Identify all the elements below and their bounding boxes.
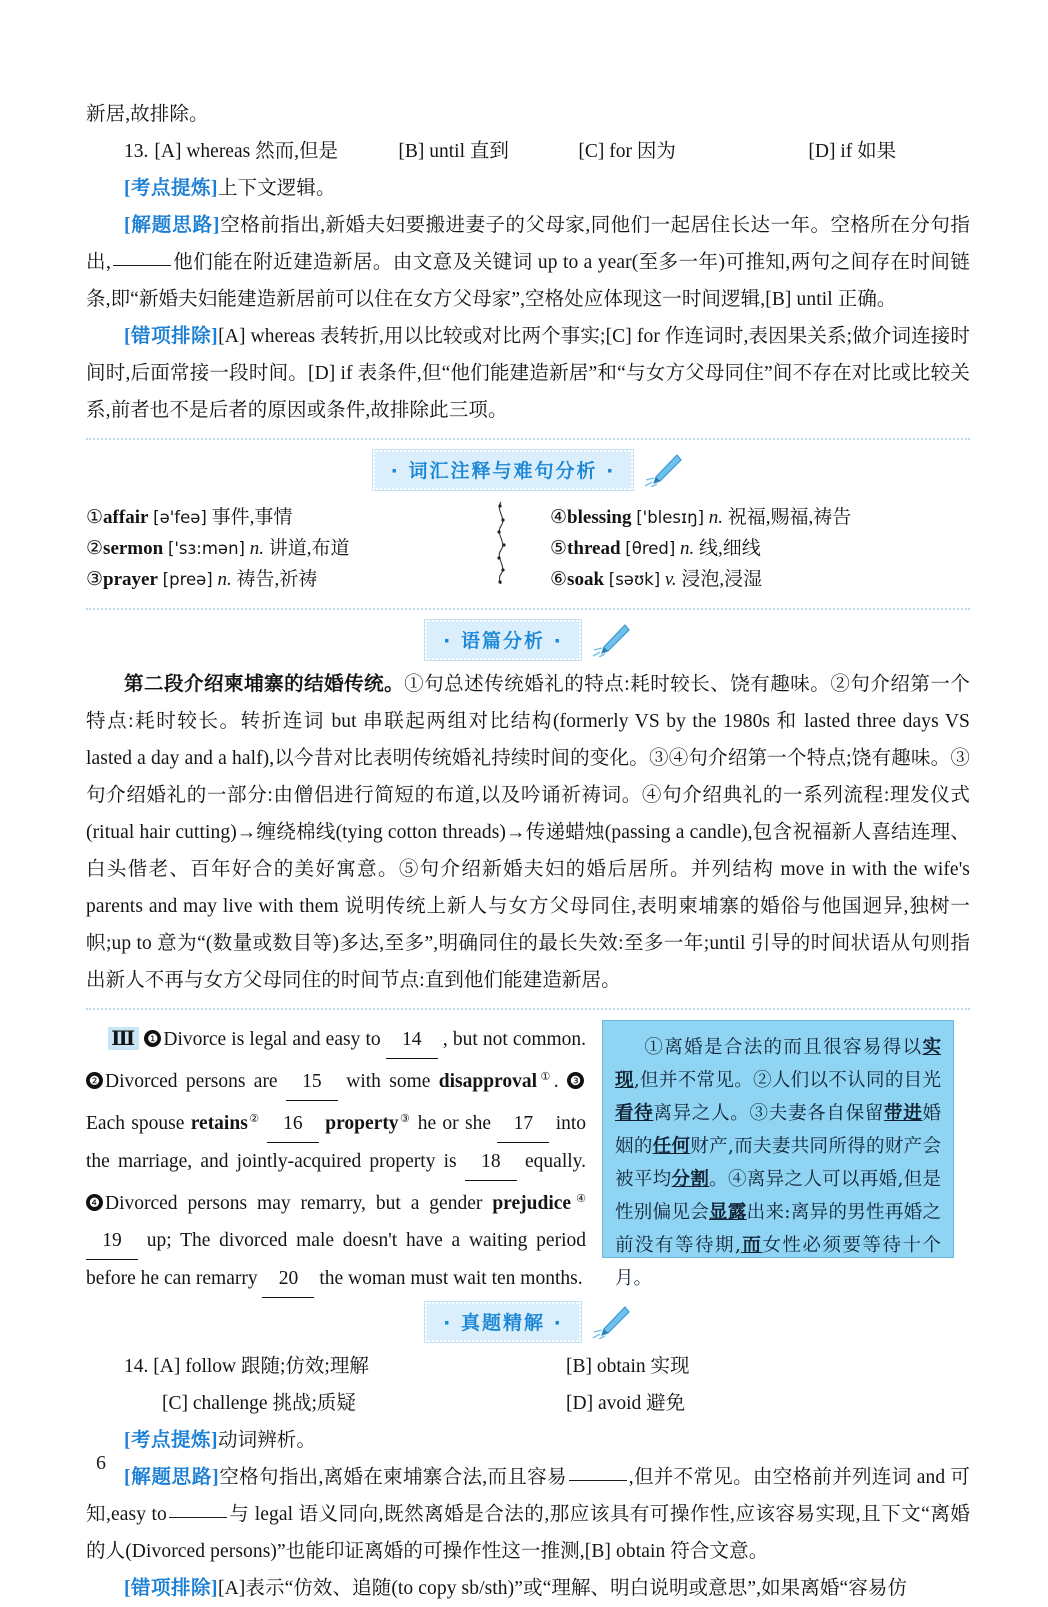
vocab-word: blessing — [567, 507, 632, 528]
vocab-word: sermon — [103, 538, 164, 559]
option-a[interactable] — [86, 1348, 566, 1385]
vocab-pos: n. — [680, 538, 695, 559]
vocab-meaning: 讲道,布道 — [268, 538, 350, 559]
q13-jieti — [86, 207, 970, 318]
option-b-gloss: 实现 — [650, 1356, 690, 1377]
trans-text: 财产,而夫妻共同所得的财产会被平均 — [615, 1136, 941, 1190]
option-b[interactable] — [566, 1348, 970, 1385]
trans-text: 婚姻的 — [615, 1103, 941, 1157]
footnote-marker: ② — [247, 1113, 261, 1125]
option-a-label: [A] — [153, 1356, 181, 1377]
question-14-number: 14. — [124, 1356, 149, 1377]
vocab-word: thread — [567, 538, 621, 559]
inline-blank — [169, 1517, 227, 1518]
q14-kaodian-tag: [考点提炼] — [124, 1430, 218, 1451]
option-d-word: avoid — [597, 1393, 642, 1414]
option-b-label: [B] — [566, 1356, 592, 1377]
q14-jieti-text-1: 空格句指出,离婚在柬埔寨合法,而且容易 — [219, 1467, 567, 1488]
trans-text: ,但并不常见。②人们以不认同的目光 — [633, 1070, 941, 1091]
option-a-gloss: 跟随;仿效;理解 — [241, 1356, 369, 1377]
discourse-banner: · 语篇分析 · — [425, 620, 581, 660]
cloze-text: up; The divorced male doesn't have a waiting period before he can remarry — [86, 1230, 587, 1289]
question-14-row-1 — [86, 1348, 970, 1385]
option-b[interactable] — [398, 133, 578, 170]
cloze-and-translation — [86, 1020, 970, 1298]
cloze-passage — [86, 1020, 586, 1298]
vocab-num: ① — [86, 507, 104, 528]
discourse-lead: 第二段介绍柬埔寨的结婚传统。 — [124, 674, 405, 695]
vocab-phonetic: [θred] — [625, 539, 676, 558]
option-c-label: [C] — [578, 141, 605, 162]
q13-kaodian-text: 上下文逻辑。 — [218, 178, 336, 199]
option-c-label: [C] — [162, 1393, 188, 1414]
vocab-pos: n. — [708, 507, 724, 528]
vocab-item — [86, 564, 528, 595]
sentence-bullet-3: ❸ — [567, 1072, 584, 1089]
discourse-body: ①句总述传统婚礼的特点:耗时较长、饶有趣味。②句介绍第一个特点:耗时较长。转折连词 but 串联起两组对比结构(formerly VS by the 1980s 和 lasted three days VS lasted a day and a half),以今昔对比表明传统婚礼持续时间的变化。③④句介绍第一个特点;饶有趣味。③句介绍婚礼的一部分:由僧侣进行简短的布道,以及吟诵祈祷词。④句介绍典礼的一系列流程:理发仪式(ritual hair cutting)→缠绕棉线(tying cotton threads)→传递蜡烛(passing a candle),包含祝福新人喜结连理、白头偕老、百年好合的美好寓意。⑤句介绍新婚夫妇的婚后居所。并列结构 move in with the wife's parents and may live with them 说明传统上新人与女方父母同住,表明柬埔寨的婚俗与他国迥异,独树一帜;up to 意为“(数量或数目等)多达,至多”,明确同住的最长失效:至多一年;until 引导的时间状语从句则指出新人不再与女方父母同住的时间节点:直到他们能建造新居。 — [86, 674, 970, 991]
trans-text: 出来:离异的男性再婚之前没有等待期, — [615, 1202, 941, 1256]
cloze-text: into the marriage, and jointly-acquired property is — [86, 1113, 587, 1172]
option-b-label: [B] — [398, 141, 425, 162]
section-number: Ⅲ — [108, 1027, 139, 1050]
footnote-marker: ① — [537, 1071, 554, 1083]
option-d-label: [D] — [808, 141, 836, 162]
cloze-text: equally. — [525, 1151, 587, 1172]
cloze-text: the woman must wait ten months. — [319, 1268, 583, 1289]
vocab-num: ② — [86, 538, 104, 559]
option-b-word: until — [429, 141, 466, 162]
cloze-bold-prejudice: prejudice — [492, 1193, 572, 1214]
vocab-word: affair — [103, 507, 149, 528]
page-number: 6 — [96, 1452, 106, 1474]
trans-text: 女性必须要等待十个月。 — [615, 1235, 941, 1289]
q14-jieti-text-3: 与 legal 语义同向,既然离婚是合法的,那应该具有可操作性,应该容易实现,且下文“离婚的人(Divorced persons)”也能印证离婚的可操作性这一推测,[B] obtain 符合文意。 — [86, 1504, 970, 1562]
footnote-marker: ④ — [571, 1193, 586, 1205]
top-paragraph: 新居,故排除。 — [86, 104, 209, 125]
q14-jieti-tag: [解题思路] — [124, 1467, 220, 1488]
vocab-meaning: 浸泡,浸湿 — [681, 569, 763, 590]
q14-jieti-text-2: ,但并不常见。由空格前并列连词 and 可知,easy to — [86, 1467, 970, 1525]
trans-underline-2: 看待 — [615, 1103, 654, 1124]
exam-banner: · 真题精解 · — [425, 1302, 581, 1342]
cloze-bold-property: property — [325, 1113, 399, 1134]
vocab-num: ③ — [86, 569, 104, 590]
inline-blank — [569, 1480, 627, 1481]
option-c-gloss: 挑战;质疑 — [272, 1393, 356, 1414]
pen-icon — [643, 453, 683, 487]
option-a-word: whereas — [186, 141, 251, 162]
q13-jieti-tag: [解题思路] — [124, 215, 220, 236]
q13-kaodian — [86, 170, 970, 207]
cloze-blank-19[interactable]: 19 — [86, 1222, 138, 1260]
cloze-text: Divorce is legal and easy to — [163, 1029, 381, 1050]
vocab-item — [550, 564, 970, 595]
option-d-word: if — [840, 141, 853, 162]
cloze-text: , but not common. — [442, 1029, 587, 1050]
sentence-bullet-4: ❹ — [86, 1194, 103, 1211]
question-13-options — [86, 133, 970, 170]
discourse-paragraph — [86, 666, 970, 999]
vocab-item — [86, 533, 528, 564]
q13-cuoxiang-text: [A] whereas 表转折,用以比较或对比两个事实;[C] for 作连词时,表因果关系;做介词连接时间时,后面常接一段时间。[D] if 表条件,但“他们能建造新居”和“与女方父母同住”间不存在对比或比较关系,前者也不是后者的原因或条件,故排除此三项。 — [86, 326, 970, 421]
q14-cuoxiang — [86, 1570, 970, 1607]
cloze-blank-17[interactable]: 17 — [497, 1105, 549, 1143]
cloze-blank-18[interactable]: 18 — [465, 1143, 517, 1181]
option-a-word: follow — [185, 1356, 237, 1377]
vocab-col-right — [528, 502, 970, 595]
cloze-text: with some — [346, 1071, 431, 1092]
trans-text: ①离婚是合法的而且很容易得以 — [643, 1037, 923, 1058]
divider-1 — [86, 438, 970, 440]
q14-jieti — [86, 1459, 970, 1570]
vocab-phonetic: ['blesɪŋ] — [636, 508, 705, 527]
question-13-number: 13. — [124, 141, 149, 162]
q13-cuoxiang-tag: [错项排除] — [124, 326, 219, 347]
trans-underline-1: 实现 — [615, 1037, 941, 1091]
trans-underline-7: 而 — [740, 1235, 763, 1256]
question-14-row-2 — [86, 1385, 970, 1422]
vocab-phonetic: [preə] — [162, 570, 213, 589]
q14-cuoxiang-tag: [错项排除] — [124, 1578, 218, 1599]
cloze-blank-16[interactable]: 16 — [267, 1105, 319, 1143]
vocab-banner: · 词汇注释与难句分析 · — [373, 450, 634, 490]
vocab-word: soak — [567, 569, 605, 590]
vocab-phonetic: [ə'feə] — [153, 508, 207, 527]
cloze-blank-14[interactable]: 14 — [386, 1021, 438, 1059]
q14-cuoxiang-text: [A]表示“仿效、追随(to copy sb/sth)”或“理解、明白说明或意思”,如果离婚“容易仿 — [218, 1578, 908, 1599]
option-b-gloss: 直到 — [469, 141, 509, 162]
q14-kaodian-text: 动词辨析。 — [218, 1430, 317, 1451]
vocab-banner-wrap — [86, 450, 970, 490]
vocab-num: ⑤ — [550, 538, 568, 559]
discourse-banner-wrap — [86, 620, 970, 660]
cloze-bold-disapproval: disapproval — [438, 1071, 538, 1092]
cloze-blank-20[interactable]: 20 — [262, 1260, 314, 1298]
trans-underline-6: 显露 — [709, 1202, 747, 1223]
trans-underline-3: 带进 — [884, 1103, 923, 1124]
vocab-item — [550, 502, 970, 533]
option-c[interactable] — [86, 1385, 566, 1422]
vocab-meaning: 线,细线 — [699, 538, 761, 559]
q13-jieti-text-1: 空格前指出,新婚夫妇要搬进妻子的父母家,同他们一起居住长达一年。空格所在分句指出, — [86, 215, 970, 273]
vocab-meaning: 事件,事情 — [211, 507, 293, 528]
sentence-bullet-1: ❶ — [144, 1030, 161, 1047]
vocab-list — [86, 496, 970, 599]
vocab-pos: n. — [249, 538, 264, 559]
option-c-gloss: 因为 — [636, 141, 676, 162]
option-d[interactable] — [808, 133, 896, 170]
option-c[interactable] — [578, 133, 808, 170]
vocab-item — [550, 533, 970, 564]
q14-kaodian — [86, 1422, 970, 1459]
vocab-pos: v. — [664, 569, 677, 590]
vocab-item — [86, 502, 528, 533]
option-a-gloss: 然而,但是 — [255, 141, 338, 162]
vocab-meaning: 祝福,赐福,祷告 — [727, 507, 852, 528]
trans-underline-5: 分割 — [671, 1169, 710, 1190]
vocab-pos: n. — [217, 569, 232, 590]
vocab-col-left — [86, 502, 528, 595]
q13-kaodian-tag: [考点提炼] — [124, 178, 218, 199]
cloze-blank-15[interactable]: 15 — [286, 1063, 338, 1101]
inline-blank — [113, 265, 171, 266]
trans-text: 。④离异之人可以再婚,但是性别偏见会 — [615, 1169, 941, 1223]
vocab-word: prayer — [103, 569, 158, 590]
cloze-text: Each spouse — [86, 1113, 185, 1134]
vocab-phonetic: [səʊk] — [608, 570, 661, 589]
option-d-gloss: 如果 — [857, 141, 897, 162]
option-c-word: for — [609, 141, 632, 162]
sentence-bullet-2: ❷ — [86, 1072, 103, 1089]
divider-3 — [86, 1008, 970, 1010]
option-d[interactable] — [566, 1385, 970, 1422]
vocab-num: ④ — [550, 507, 568, 528]
wavy-divider-icon — [494, 500, 508, 586]
translation-box — [602, 1020, 954, 1289]
footnote-marker: ③ — [398, 1113, 412, 1125]
option-d-gloss: 避免 — [646, 1393, 686, 1414]
cloze-text: Divorced persons are — [105, 1071, 278, 1092]
cloze-text: . — [553, 1071, 559, 1092]
option-c-word: challenge — [192, 1393, 268, 1414]
pen-icon — [591, 623, 631, 657]
divider-2 — [86, 608, 970, 610]
pen-icon — [591, 1305, 631, 1339]
cloze-bold-retains: retains — [190, 1113, 248, 1134]
option-b-word: obtain — [596, 1356, 646, 1377]
option-d-label: [D] — [566, 1393, 594, 1414]
vocab-meaning: 祷告,祈祷 — [236, 569, 318, 590]
q13-jieti-text-2: 他们能在附近建造新居。由文意及关键词 up to a year(至多一年)可推知,两句之间存在时间链条,即“新婚夫妇能建造新居前可以住在女方父母家”,空格处应体现这一时间逻辑,[B] until 正确。 — [86, 252, 970, 310]
cloze-text: he or she — [417, 1113, 491, 1134]
exam-banner-wrap — [86, 1302, 970, 1342]
option-a[interactable] — [154, 133, 398, 170]
page-content — [86, 96, 970, 1607]
option-a-label: [A] — [154, 141, 182, 162]
vocab-phonetic: ['sɜ:mən] — [167, 539, 245, 558]
trans-underline-4: 任何 — [652, 1136, 691, 1157]
cloze-text: Divorced persons may remarry, but a gender — [105, 1193, 483, 1214]
q13-cuoxiang — [86, 318, 970, 429]
trans-text: 离异之人。③夫妻各自保留 — [653, 1103, 885, 1124]
vocab-num: ⑥ — [550, 569, 568, 590]
